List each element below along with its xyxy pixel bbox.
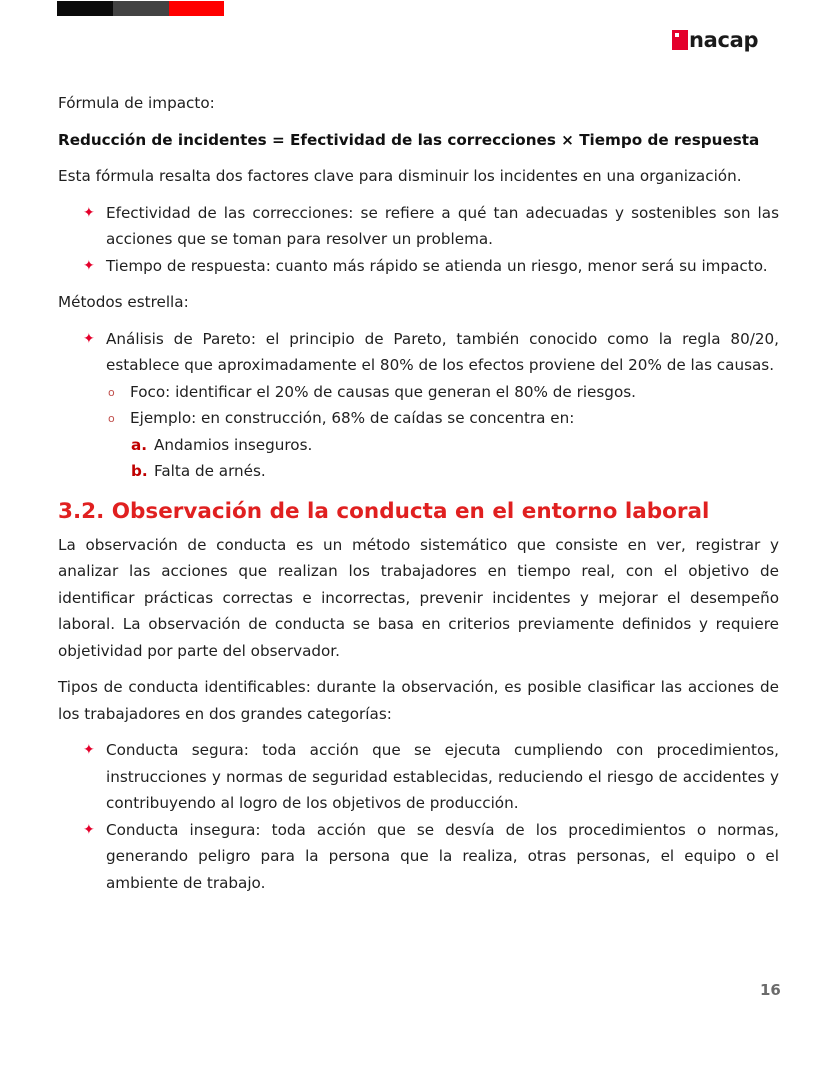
- method-subitems: [106, 379, 779, 485]
- methods-label: Métodos estrella:: [58, 293, 189, 311]
- example-text: Andamios inseguros.: [154, 435, 313, 454]
- list-item: [83, 253, 779, 280]
- logo-mark-icon: [672, 30, 688, 50]
- star-bullet-icon: ✦: [83, 257, 95, 274]
- factors-list: [58, 200, 779, 280]
- list-item: [83, 817, 779, 897]
- formula-label: Fórmula de impacto:: [58, 94, 215, 112]
- list-item: [83, 326, 779, 485]
- conduct-type-text: Conducta insegura: toda acción que se desvía de los procedimientos o normas, generando peligro para la persona que la realiza, otras personas, el equipo o el ambiente de trabajo.: [106, 820, 779, 892]
- section-heading: 3.2. Observación de la conducta en el entorno laboral: [58, 498, 710, 524]
- factor-text: Efectividad de las correcciones: se refiere a qué tan adecuadas y sostenibles son las acciones que se toman para resolver un problema.: [106, 203, 779, 248]
- method-text: Análisis de Pareto: el principio de Pareto, también conocido como la regla 80/20, establece que aproximadamente el 80% de los efectos proviene del 20% de las causas.: [106, 329, 779, 374]
- star-bullet-icon: ✦: [83, 821, 95, 838]
- list-item: [83, 200, 779, 253]
- types-intro: Tipos de conducta identificables: durante la observación, es posible clasificar las acciones de los trabajadores en dos grandes categorías:: [58, 678, 779, 723]
- factor-text: Tiempo de respuesta: cuanto más rápido se atienda un riesgo, menor será su impacto.: [106, 256, 768, 275]
- star-bullet-icon: ✦: [83, 742, 95, 758]
- list-item: [83, 737, 779, 817]
- header-color-bar: [57, 1, 224, 16]
- formula-text: Reducción de incidentes = Efectividad de las correcciones × Tiempo de respuesta: [58, 130, 760, 149]
- logo-wordmark: nacap: [689, 28, 759, 52]
- conduct-types-list: [58, 737, 779, 896]
- list-item: [108, 379, 779, 406]
- star-bullet-icon: ✦: [83, 204, 95, 221]
- list-item: [131, 432, 779, 459]
- list-item: [108, 405, 779, 485]
- example-list: [130, 432, 779, 485]
- inacap-logo: [672, 30, 758, 50]
- section-paragraph: La observación de conducta es un método sistemático que consiste en ver, registrar y analizar las acciones que realizan los trabajadores en tiempo real, con el objetivo de identificar prácticas correctas e incorrectas, prevenir incidentes y mejorar el desempeño laboral. La observación de conducta se basa en criterios previamente definidos y requiere objetividad por parte del observador.: [58, 535, 779, 660]
- formula-intro: Esta fórmula resalta dos factores clave para disminuir los incidentes en una organización.: [58, 167, 742, 185]
- bar-segment-red: [169, 1, 224, 16]
- star-bullet-icon: ✦: [83, 330, 95, 347]
- list-letter: b.: [131, 462, 148, 480]
- list-item: [131, 458, 779, 485]
- circle-bullet-icon: o: [108, 385, 115, 399]
- list-letter: a.: [131, 435, 148, 454]
- page-content: [58, 90, 779, 906]
- circle-bullet-icon: o: [108, 412, 115, 425]
- methods-list: [58, 326, 779, 485]
- conduct-type-text: Conducta segura: toda acción que se ejecuta cumpliendo con procedimientos, instrucciones y normas de seguridad establecidas, reduciendo el riesgo de accidentes y contribuyendo al logro de los objetivos de producción.: [106, 741, 779, 812]
- page-number: 16: [760, 981, 781, 999]
- bar-segment-gray: [113, 1, 169, 16]
- bar-segment-black: [57, 1, 113, 16]
- example-text: Falta de arnés.: [154, 462, 266, 480]
- subitem-text: Foco: identificar el 20% de causas que generan el 80% de riesgos.: [130, 382, 636, 401]
- subitem-text: Ejemplo: en construcción, 68% de caídas se concentra en:: [130, 409, 575, 427]
